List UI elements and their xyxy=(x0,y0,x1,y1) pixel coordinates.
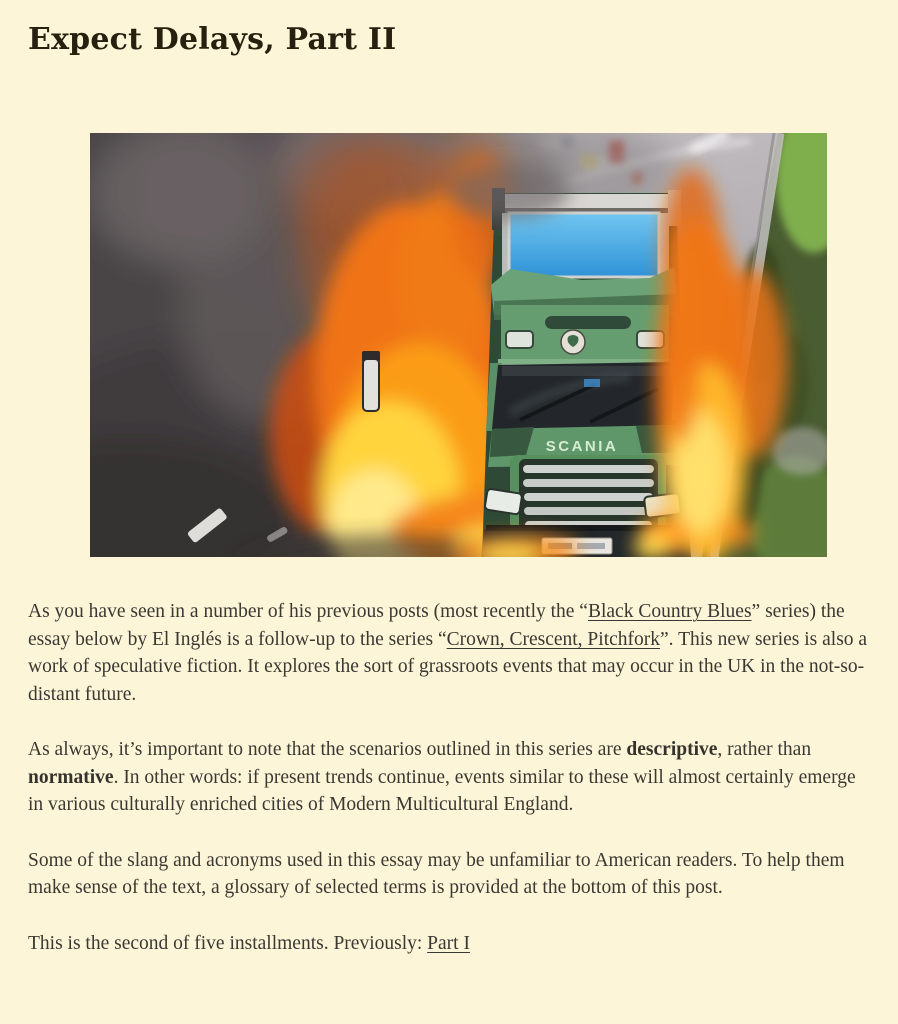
article-body xyxy=(28,598,870,957)
text-run: As always, it’s important to note that the scenarios outlined in this series are xyxy=(28,739,627,760)
text-run: . In other words: if present trends continue, events similar to these will almost certainly emerge in various culturally enriched cities of Modern Multicultural England. xyxy=(28,766,856,815)
text-run: , rather than xyxy=(717,739,812,760)
headlight-left xyxy=(484,488,522,514)
article-photo xyxy=(90,133,827,557)
cab-lamp-left xyxy=(506,331,533,348)
text-run: ” series) the essay below by El Inglés is a follow-up to the series “ xyxy=(28,601,845,650)
paragraph xyxy=(28,930,870,958)
truck-roof-panel xyxy=(509,213,659,277)
post-title: Expect Delays, Part II xyxy=(28,22,397,57)
paragraph xyxy=(28,847,870,902)
text-run: This is the second of five installments. Previously: xyxy=(28,932,428,954)
inline-link[interactable]: Black Country Blues xyxy=(587,601,752,622)
mirror-left xyxy=(362,351,380,411)
text-run: Some of the slang and acronyms used in this essay may be unfamiliar to American readers. To help them make sense of the text, a glossary of selected terms is provided at the bottom of this post. xyxy=(28,849,845,898)
burning-truck-illustration xyxy=(90,133,827,557)
text-run: ”. This new series is also a work of speculative fiction. It explores the sort of grassroots events that may occur in the UK in the not-so-distant future. xyxy=(28,628,868,705)
inline-link[interactable]: Crown, Crescent, Pitchfork xyxy=(446,628,661,650)
bold-text: normative xyxy=(28,766,114,788)
inline-link[interactable]: Part I xyxy=(427,932,470,954)
paragraph xyxy=(28,598,870,708)
bold-text: descriptive xyxy=(626,739,718,760)
paragraph xyxy=(28,736,870,819)
scania-lettering: SCANIA xyxy=(545,438,619,455)
text-run: As you have seen in a number of his previous posts (most recently the “ xyxy=(28,601,588,622)
